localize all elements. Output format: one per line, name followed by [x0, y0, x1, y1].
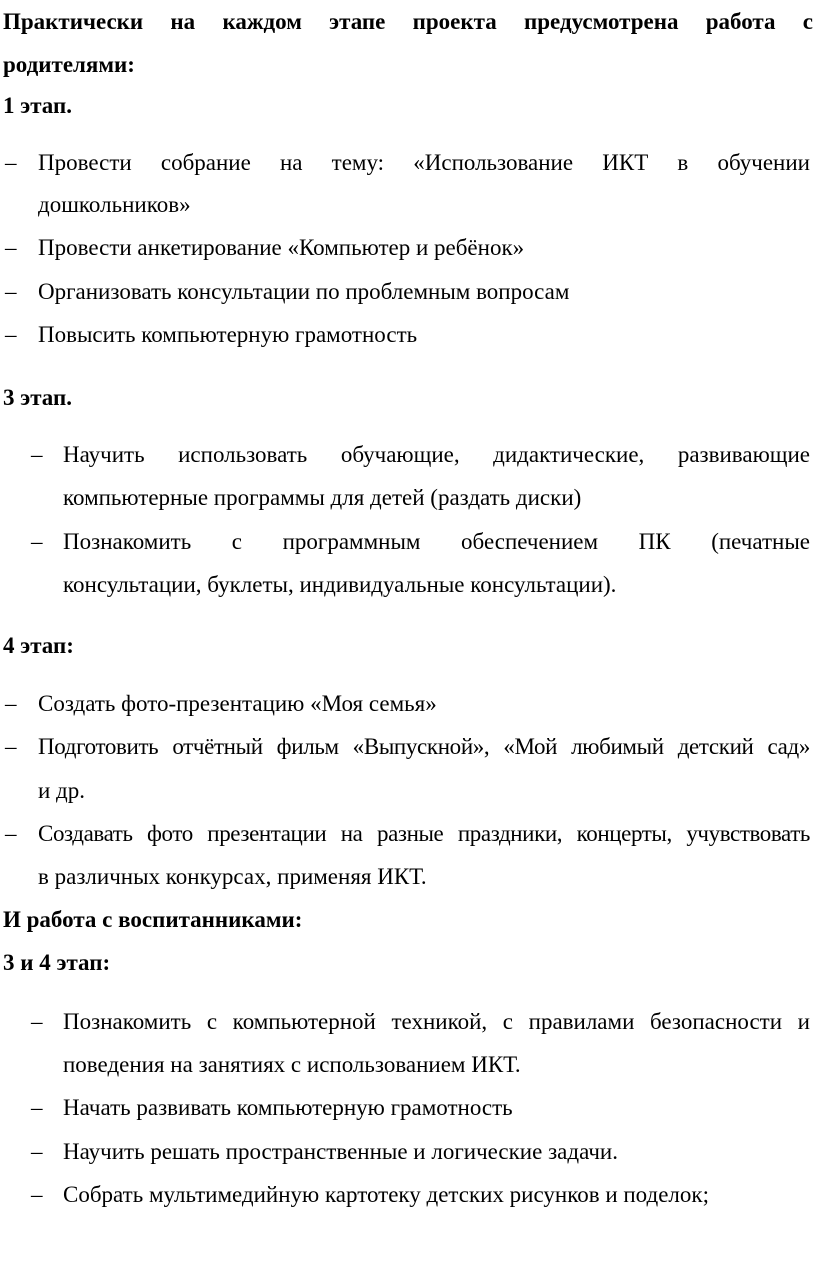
list-item-text: Провести собрание на тему: «Использование ИКТ в обучении [38, 150, 810, 175]
list-item-text: и др. [38, 778, 86, 803]
list-item-text: Создать фото-презентацию «Моя семья» [38, 691, 437, 716]
stage3-title: 3 этап. [3, 385, 72, 410]
intro-heading-line2: родителями: [3, 52, 135, 77]
dash-bullet: – [5, 235, 17, 260]
stage1-title: 1 этап. [3, 93, 72, 118]
stage4-title: 4 этап: [3, 633, 74, 658]
dash-bullet: – [31, 1139, 43, 1164]
list-item-text: Собрать мультимедийную картотеку детских рисунков и поделок; [63, 1182, 709, 1207]
list-item-text: Создавать фото презентации на разные праздники, концерты, учувствовать [38, 821, 810, 846]
list-item-text: компьютерные программы для детей (раздать диски) [63, 485, 582, 510]
dash-bullet: – [31, 1095, 43, 1120]
dash-bullet: – [5, 279, 17, 304]
list-item-text: Научить решать пространственные и логические задачи. [63, 1139, 618, 1164]
dash-bullet: – [31, 442, 43, 467]
dash-bullet: – [5, 734, 17, 759]
dash-bullet: – [5, 691, 17, 716]
dash-bullet: – [31, 1009, 43, 1034]
list-item-text: Познакомить с программным обеспечением ПК (печатные [63, 529, 810, 554]
stage34-title: 3 и 4 этап: [3, 950, 111, 975]
dash-bullet: – [5, 322, 17, 347]
list-item-text: Организовать консультации по проблемным вопросам [38, 279, 570, 304]
dash-bullet: – [31, 1182, 43, 1207]
dash-bullet: – [31, 529, 43, 554]
list-item-text: в различных конкурсах, применяя ИКТ. [38, 864, 427, 889]
list-item-text: поведения на занятиях с использованием ИКТ. [63, 1052, 521, 1077]
list-item-text: Подготовить отчётный фильм «Выпускной», «Мой любимый детский сад» [38, 734, 810, 759]
pupils-heading: И работа с воспитанниками: [3, 907, 303, 932]
list-item-text: Научить использовать обучающие, дидактические, развивающие [63, 442, 810, 467]
intro-heading-line1: Практически на каждом этапе проекта предусмотрена работа с [3, 9, 813, 34]
dash-bullet: – [5, 150, 17, 175]
dash-bullet: – [5, 821, 17, 846]
list-item-text: Повысить компьютерную грамотность [38, 322, 418, 347]
list-item-text: Провести анкетирование «Компьютер и ребёнок» [38, 235, 525, 260]
list-item-text: Начать развивать компьютерную грамотность [63, 1095, 513, 1120]
list-item-text: Познакомить с компьютерной техникой, с правилами безопасности и [63, 1009, 810, 1034]
list-item-text: консультации, буклеты, индивидуальные консультации). [63, 572, 617, 597]
list-item-text: дошкольников» [38, 192, 191, 217]
